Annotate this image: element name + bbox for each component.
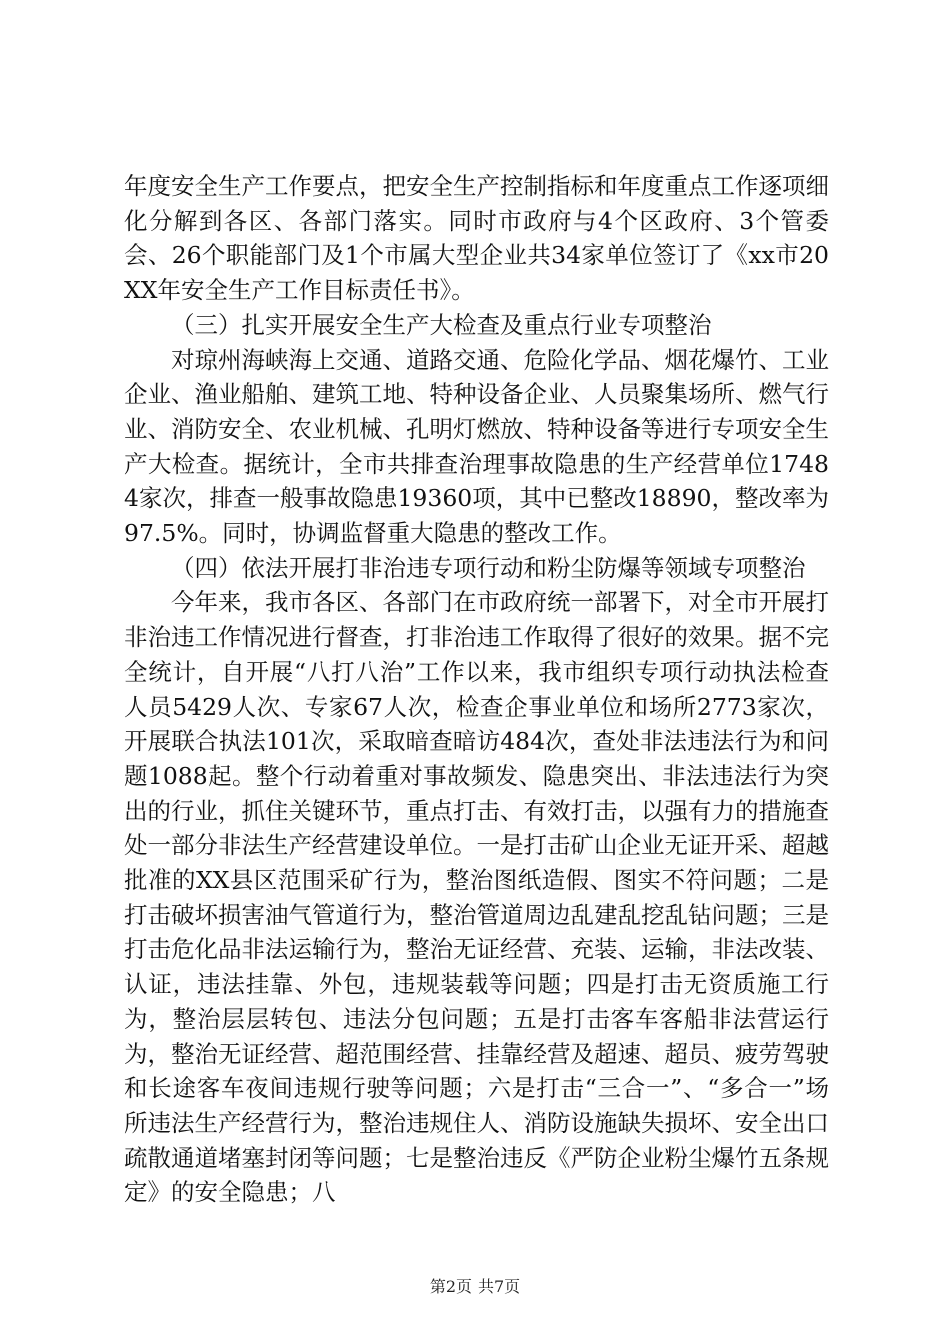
paragraph-enforcement: 今年来，我市各区、各部门在市政府统一部署下，对全市开展打非治违工作情况进行督查，打非治违工作取得了很好的效果。据不完全统计，自开展“八打八治”工作以来，我市组织专项行动执法检查人员5429人次、专家67人次，检查企事业单位和场所2773家次，开展联合执法101次，采取暗查暗访484次，查处非法违法行为和问题1088起。整个行动着重对事故频发、隐患突出、非法违法行为突出的行业，抓住关键环节，重点打击、有效打击，以强有力的措施查处一部分非法生产经营建设单位。一是打击矿山企业无证开采、超越批准的XX县区范围采矿行为，整治图纸造假、图实不符问题；二是打击破坏损害油气管道行为，整治管道周边乱建乱挖乱钻问题；三是打击危化品非法运输行为，整治无证经营、充装、运输，非法改装、认证，违法挂靠、外包，违规装载等问题；四是打击无资质施工行为，整治层层转包、违法分包问题；五是打击客车客船非法营运行为，整治无证经营、超范围经营、挂靠经营及超速、超员、疲劳驾驶和长途客车夜间违规行驶等问题；六是打击“三合一”、“多合一”场所违法生产经营行为，整治违规住人、消防设施缺失损坏、安全出口疏散通道堵塞封闭等问题；七是整治违反《严防企业粉尘爆竹五条规定》的安全隐患；八	[124, 588, 829, 1207]
section-heading-three: （三）扎实开展安全生产大检查及重点行业专项整治	[171, 310, 712, 339]
page-total: 共7页	[478, 1277, 521, 1296]
section-heading-four: （四）依法开展打非治违专项行动和粉尘防爆等领域专项整治	[171, 553, 806, 582]
page-number: 第2页	[429, 1277, 472, 1296]
paragraph-continuation: 年度安全生产工作要点，把安全生产控制指标和年度重点工作逐项细化分解到各区、各部门落实。同时市政府与4个区政府、3个管委会、26个职能部门及1个市属大型企业共34家单位签订了《xx市20XX年安全生产工作目标责任书》。	[124, 172, 829, 305]
page-footer	[0, 1277, 950, 1297]
paragraph-inspection: 对琼州海峡海上交通、道路交通、危险化学品、烟花爆竹、工业企业、渔业船舶、建筑工地、特种设备企业、人员聚集场所、燃气行业、消防安全、农业机械、孔明灯燃放、特种设备等进行专项安全生产大检查。据统计，全市共排查治理事故隐患的生产经营单位17484家次，排查一般事故隐患19360项，其中已整改18890，整改率为97.5%。同时，协调监督重大隐患的整改工作。	[124, 345, 829, 548]
document-body	[124, 169, 829, 1210]
